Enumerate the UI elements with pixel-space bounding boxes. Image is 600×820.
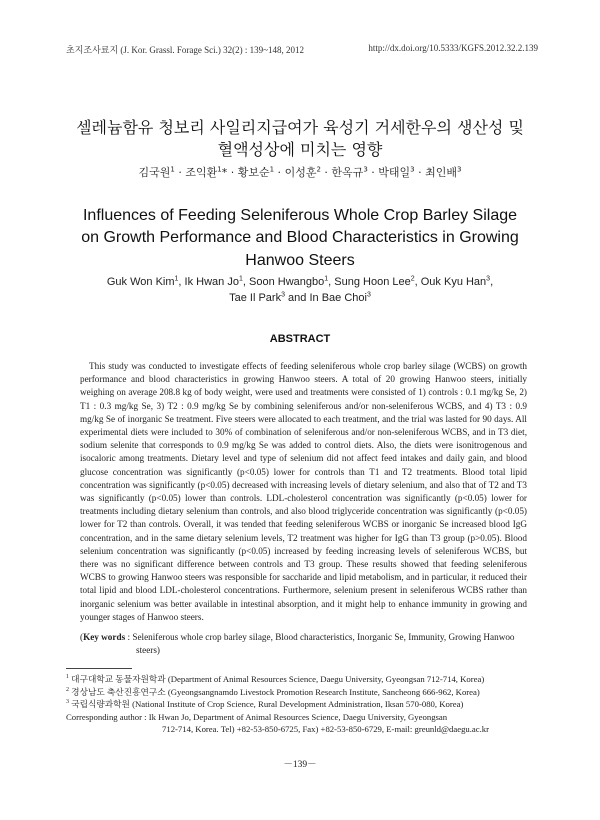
separator: , (328, 276, 335, 288)
separator: · (367, 166, 379, 179)
keywords-text: Seleniferous whole crop barley silage, Blood characteristics, Inorganic Se, Immunity, Growing Hanwoo steers) (132, 632, 515, 656)
english-author: Ik Hwan Jo (184, 276, 239, 288)
affiliation-mark: 3 (366, 291, 371, 299)
corresponding-author-text: Ik Hwan Jo, Department of Animal Resources Science, Daegu University, Gyeongsan (148, 711, 448, 722)
keywords-line (80, 631, 527, 657)
affiliation-mark: 1 (174, 275, 179, 283)
korean-author: 김국원 (138, 166, 171, 179)
english-author-list-line-2 (60, 292, 540, 304)
corresponding-author-line-1 (66, 711, 530, 724)
footnote-number: 2 (66, 686, 69, 693)
footnote-text: 경상남도 축산진흥연구소 (Gyeongsangnamdo Livestock Promotion Research Institute, Sancheong 666-962, Korea) (71, 686, 480, 697)
affiliation-mark: 3 (410, 165, 415, 174)
affiliation-mark: 3 (486, 275, 491, 283)
separator: · (320, 166, 332, 179)
footnote-1 (66, 673, 530, 686)
footnote-rule (66, 668, 132, 669)
english-title-line-3: Hanwoo Steers (245, 252, 355, 269)
keywords-label: Key words (83, 632, 126, 642)
korean-author: 황보순 (237, 166, 270, 179)
separator: · (227, 166, 238, 179)
corresponding-author-contact: 712-714, Korea. Tel) +82-53-850-6725, Fax) +82-53-850-6729, E-mail: greunld@daegu.ac.kr (162, 724, 490, 735)
keywords-open-paren: ( (80, 632, 84, 642)
separator: · (274, 166, 285, 179)
affiliation-mark: 2 (316, 165, 321, 174)
affiliation-mark: 1 (238, 275, 243, 283)
korean-title-line-2: 혈액성상에 미치는 영향 (217, 140, 383, 159)
keywords-colon: : (125, 632, 133, 642)
abstract-heading: ABSTRACT (269, 333, 331, 345)
keywords (80, 631, 527, 657)
separator: , (242, 276, 249, 288)
english-author: Guk Won Kim (106, 276, 175, 288)
english-title-line-2: on Growth Performance and Blood Characteristics in Growing (81, 229, 519, 246)
affiliation-mark: 2 (410, 275, 415, 283)
affiliation-mark: 1 (217, 165, 222, 174)
separator: , (414, 276, 421, 288)
english-author: Sung Hoon Lee (334, 276, 411, 288)
korean-author: 한옥규 (331, 166, 364, 179)
separator: , (178, 276, 185, 288)
affiliation-mark: 3 (363, 165, 368, 174)
footnote-text: 대구대학교 동물자원학과 (Department of Animal Resources Science, Daegu University, Gyeongsan 712-714, Korea) (71, 674, 485, 684)
footnote-2 (66, 686, 530, 699)
korean-author: 조익환 (185, 166, 218, 179)
corresponding-star: * (221, 166, 228, 179)
english-author: Tae Il Park (229, 292, 282, 304)
separator: · (174, 166, 186, 179)
page-number: －139－ (283, 760, 317, 770)
korean-title-line-1: 셀레늄함유 청보리 사일리지급여가 육성기 거세한우의 생산성 및 (76, 118, 524, 137)
affiliation-mark: 3 (281, 291, 285, 299)
journal-citation-header: 초지조사료지 (J. Kor. Grassl. Forage Sci.) 32(2) : 139~148, 2012 (66, 45, 305, 55)
korean-author: 최인배 (425, 166, 458, 179)
corresponding-author-line-2 (66, 723, 530, 736)
separator: , (490, 276, 494, 288)
affiliation-mark: 1 (170, 165, 175, 174)
affiliation-mark: 1 (269, 165, 275, 174)
affiliation-mark: 1 (324, 275, 329, 283)
korean-author: 박태일 (378, 166, 411, 179)
english-title-line-1: Influences of Feeding Seleniferous Whole Crop Barley Silage (82, 207, 518, 224)
english-author: In Bae Choi (309, 292, 367, 304)
english-author: Soon Hwangbo (249, 276, 325, 288)
korean-author-list (50, 164, 550, 180)
footnote-3 (66, 698, 530, 711)
footnote-text: 국립식량과학원 (National Institute of Crop Science, Rural Development Administration, Iksan 570-080, Korea) (71, 699, 464, 710)
korean-author: 이성훈 (284, 166, 317, 179)
footnotes (66, 673, 530, 736)
corresponding-author-label: Corresponding author : (66, 711, 149, 722)
english-author-list-line-1 (60, 276, 540, 288)
doi-link[interactable]: http://dx.doi.org/10.5333/KGFS.2012.32.2.139 (368, 43, 538, 53)
abstract-paragraph: This study was conducted to investigate effects of feeding seleniferous whole crop barley silage (WCBS) on growth performance and blood characteristics in growing Hanwoo steers. A total of 20 growing Hanwoo steers, initially weighing on average 208.8 kg of body weight, were used and treatments were consisted of 1) controls : 0.1 mg/kg Se, 2) T1 : 0.3 mg/kg Se, 3) T2 : 0.9 mg/kg Se by combining seleniferous and/or non-seleniferous WCBS, and 4) T3 : 0.9 mg/kg Se of inorganic Se treatment. Five steers were allocated to each treatment, and the trial was lasted for 90 days. All experimental diets were included to 30% of combination of seleniferous and/or non-seleniferous WCBS, and in T3 diet, sodium selenite that corresponds to 0.9 mg/kg Se was added to control diets. Also, the diets were isonitrogenous and isocaloric among treatments. Dietary level and type of selenium did not affect feed intakes and daily gain, and blood glucose concentration was significantly (p<0.05) lower for controls than T1 and T2 treatments. Blood total lipid concentration was significantly (p<0.05) decreased with increasing levels of dietary selenium, and also that of T2 and T3 was significantly (p<0.05) lower than controls. LDL-cholesterol concentration was significantly (p<0.05) lower for treatments including dietary selenium than controls, and also blood triglyceride concentration was significantly (p<0.05) lower for T2 than controls. Overall, it was tended that feeding seleniferous WCBS or inorganic Se increased blood IgG concentration, and in the same dietary selenium levels, T2 treatment was higher for IgG than T3 group (p>0.05). Blood selenium concentration was significantly (p<0.05) increased by feeding increasing levels of seleniferous WCBS, but there was no significant difference between controls and T3 group. These results showed that feeding seleniferous WCBS to growing Hanwoo steers was responsible for saccharide and lipid metabolism, and in particular, it reduced their total lipid and blood LDL-cholesterol concentrations. Furthermore, selenium present in seleniferous WCBS rather than inorganic selenium was better available in intestinal absorption, and it might help to enhance immunity in growing and younger stages of Hanwoo steers. (80, 361, 527, 622)
footnote-number: 3 (66, 699, 69, 706)
english-author: Ouk Kyu Han (420, 276, 487, 288)
abstract-body (80, 360, 527, 624)
footnote-number: 1 (66, 674, 69, 681)
conjunction: and (285, 292, 310, 304)
affiliation-mark: 3 (457, 165, 462, 174)
separator: · (414, 166, 426, 179)
